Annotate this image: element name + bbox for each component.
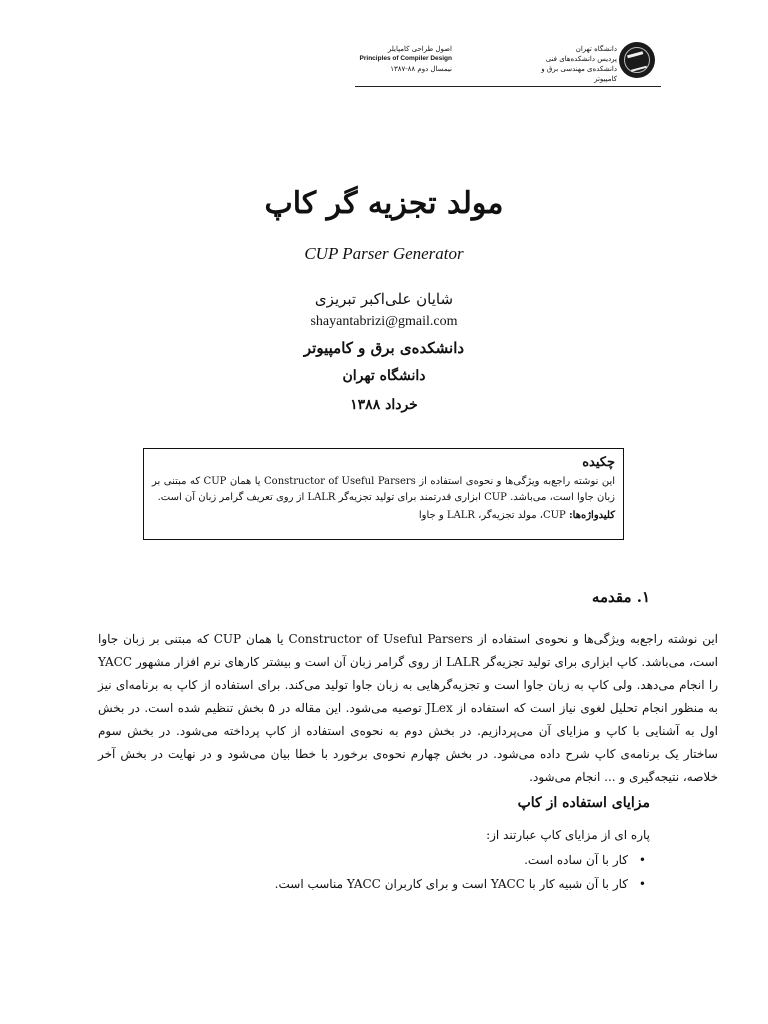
paper-title-fa: مولد تجزیه گر کاپ [264,186,504,221]
institution-campus: پردیس دانشکده‌های فنی [545,55,617,63]
page-header [355,40,661,87]
keywords-value: CUP، مولد تجزیه‌گر، LALR و جاوا [418,510,566,521]
course-title-fa: اصول طراحی کامپایلر [387,45,452,53]
paper-title-en: CUP Parser Generator [304,244,464,263]
bullet-icon: • [638,877,646,891]
course-title-en: Principles of Compiler Design [359,55,452,62]
list-item [90,872,650,896]
institution-university: دانشگاه تهران [575,45,617,53]
course-term: نیمسال دوم ۸۸-۱۳۸۷ [390,65,452,73]
university-seal-logo [619,42,655,78]
abstract-heading: چکیده [582,455,615,470]
abstract-box [143,448,624,540]
list-item-text: کار با آن ساده است. [524,853,628,867]
abstract-text: این نوشته راجع‌به ویژگی‌ها و نحوه‌ی استفاده از Constructor of Useful Parsers یا همان CUP که مبتنی بر زبان جاوا است، می‌باشد. CUP ابزاری قدرتمند برای تولید تجزیه‌گر LALR از روی تعریف گرامر زبان آن است. [152,476,616,503]
list-item [90,848,650,872]
institution-info [517,44,617,84]
author-email: shayantabrizi@gmail.com [310,314,458,329]
author-name: شایان علی‌اکبر تبریزی [314,290,454,308]
author-university: دانشگاه تهران [342,368,426,384]
advantages-intro: پاره ای از مزایای کاپ عبارتند از: [486,828,650,842]
course-info [357,44,452,74]
list-item-text: کار با آن شبیه کار با YACC است و برای کاربران YACC مناسب است. [274,877,628,891]
institution-school: دانشکده‌ی مهندسی برق و کامپیوتر [541,65,617,83]
section-heading-introduction: ۱. مقدمه [591,588,650,606]
paper-date: خرداد ۱۳۸۸ [350,397,418,413]
bullet-icon: • [638,853,646,867]
author-department: دانشکده‌ی برق و کامپیوتر [303,339,465,357]
introduction-paragraph: این نوشته راجع‌به ویژگی‌ها و نحوه‌ی استفاده از Constructor of Useful Parsers یا همان CUP که مبتنی بر زبان جاوا است، می‌باشد. کاپ ابزاری برای تولید تجزیه‌گر LALR از روی گرامر زبان آن است و بیشتر کارهای نرم افزار مشهور YACC را انجام می‌دهد. ولی کاپ به زبان جاوا است و تجزیه‌گرهایی به زبان جاوا تولید می‌کند. برای استفاده از کاپ به برنامه‌ای نیز به منظور انجام تحلیل لغوی نیاز است که استفاده از JLex توصیه می‌شود. این مقاله در ۵ بخش تنظیم شده است. در بخش اول به آشنایی با کاپ و مزایای آن می‌پردازیم. در بخش دوم به نحوه‌ی استفاده از کاپ پرداخته می‌شود. در بخش سوم ساختار یک برنامه‌ی کاپ شرح داده می‌شود. در بخش چهارم نحوه‌ی برخورد با خطا بیان می‌شود و در نهایت در بخش آخر خلاصه، نتیجه‌گیری و ... انجام می‌شود. [98,632,719,784]
advantages-list [90,848,650,896]
keywords-line [152,508,615,524]
section-heading-advantages: مزایای استفاده از کاپ [517,795,650,811]
keywords-label: کلیدواژه‌ها: [568,510,615,521]
